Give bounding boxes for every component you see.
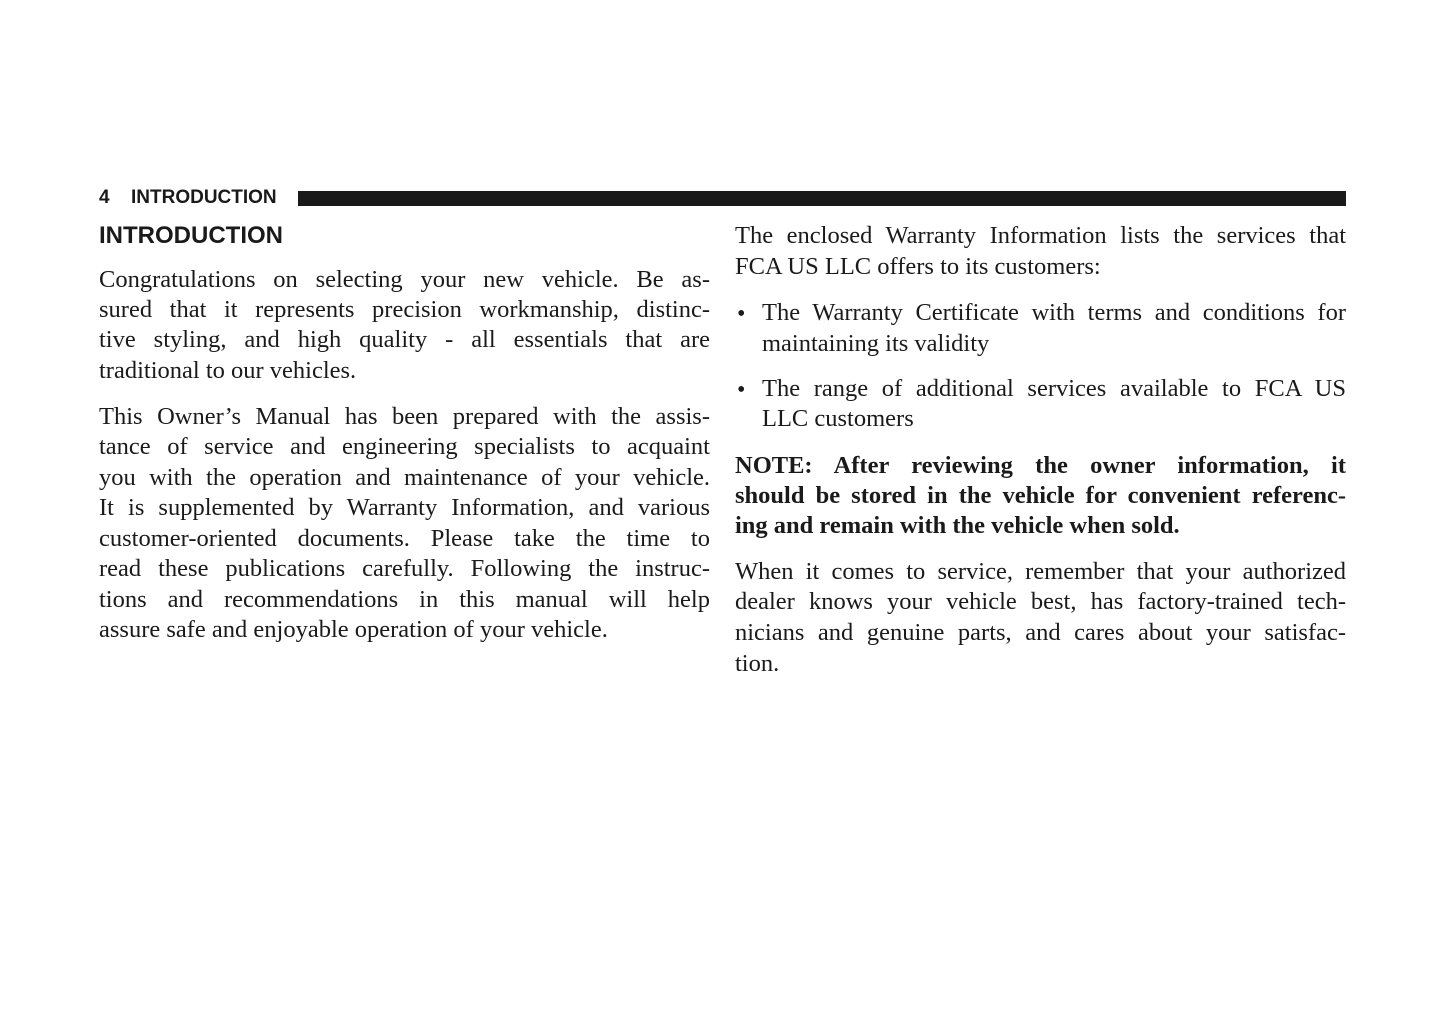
text-line: you with the operation and maintenance of your vehicle.	[99, 464, 710, 491]
text-line: dealer knows your vehicle best, has factory-trained tech-	[735, 588, 1346, 615]
text-line: nicians and genuine parts, and cares about your satisfac-	[735, 619, 1346, 646]
text-line: When it comes to service, remember that your authorized	[735, 558, 1346, 585]
text-line: This Owner’s Manual has been prepared with the assis-	[99, 403, 710, 430]
text-line: sured that it represents precision workmanship, distinc-	[99, 296, 710, 323]
bullet-icon: •	[737, 377, 746, 403]
bullet-line: LLC customers	[762, 405, 914, 432]
text-line: The enclosed Warranty Information lists the services that	[735, 222, 1346, 249]
text-line: Congratulations on selecting your new vehicle. Be as-	[99, 266, 710, 293]
text-line: customer-oriented documents. Please take the time to	[99, 525, 710, 552]
text-line: tion.	[735, 650, 780, 677]
bullet-line: maintaining its validity	[762, 330, 990, 357]
bullet-line: The Warranty Certificate with terms and conditions for	[762, 299, 1346, 326]
text-line: FCA US LLC offers to its customers:	[735, 253, 1101, 280]
text-line: read these publications carefully. Following the instruc-	[99, 555, 710, 582]
text-line: tions and recommendations in this manual will help	[99, 586, 710, 613]
note-line: should be stored in the vehicle for convenient referenc-	[735, 482, 1346, 509]
note-line: NOTE: After reviewing the owner information, it	[735, 452, 1346, 479]
text-line: tive styling, and high quality - all essentials that are	[99, 326, 710, 353]
text-line: assure safe and enjoyable operation of your vehicle.	[99, 616, 608, 643]
bullet-icon: •	[737, 301, 746, 327]
text-line: traditional to our vehicles.	[99, 357, 357, 384]
section-heading: INTRODUCTION	[99, 222, 283, 249]
note-line: ing and remain with the vehicle when sold.	[735, 512, 1180, 539]
bullet-line: The range of additional services available to FCA US	[762, 375, 1346, 402]
text-line: It is supplemented by Warranty Information, and various	[99, 494, 710, 521]
text-line: tance of service and engineering specialists to acquaint	[99, 433, 710, 460]
header-rule	[298, 191, 1346, 206]
page-number: 4	[99, 187, 110, 208]
running-header: INTRODUCTION	[131, 187, 277, 208]
